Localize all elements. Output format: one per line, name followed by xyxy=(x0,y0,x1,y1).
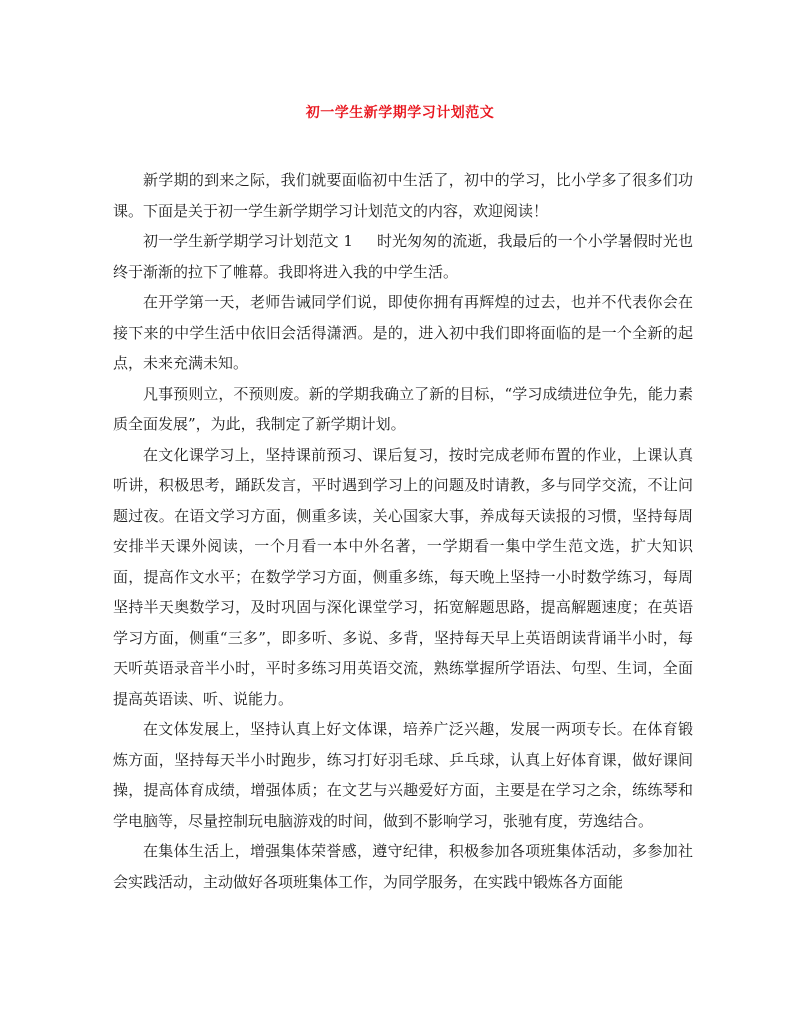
paragraph-sports-arts: 在文体发展上，坚持认真上好文体课，培养广泛兴趣，发展一两项专长。在体育锻炼方面，坚持每天半小时跑步，练习打好羽毛球、乒乓球，认真上好体育课，做好课间操，提高体育成绩，增强体质；在文艺与兴趣爱好方面，主要是在学习之余，练练琴和学电脑等，尽量控制玩电脑游戏的时间，做到不影响学习，张驰有度，劳逸结合。 xyxy=(113,720,693,830)
paragraph-intro: 新学期的到来之际，我们就要面临初中生活了，初中的学习，比小学多了很多们功课。下面是关于初一学生新学期学习计划范文的内容，欢迎阅读！ xyxy=(113,171,693,220)
paragraph-study: 在文化课学习上，坚持课前预习、课后复习，按时完成老师布置的作业，上课认真听讲，积极思考，踊跃发言，平时遇到学习上的问题及时请教，多与同学交流，不让问题过夜。在语文学习方面，侧重多读，关心国家大事，养成每天读报的习惯，坚持每周安排半天课外阅读，一个月看一本中外名著，一学期看一集中学生范文选，扩大知识面，提高作文水平；在数学学习方面，侧重多练，每天晚上坚持一小时数学练习，每周坚持半天奥数学习，及时巩固与深化课堂学习，拓宽解题思路，提高解题速度；在英语学习方面，侧重“三多”，即多听、多说、多背，坚持每天早上英语朗读背诵半小时，每天听英语录音半小时，平时多练习用英语交流，熟练掌握所学语法、句型、生词，全面提高英语读、听、说能力。 xyxy=(113,445,693,708)
sample-label: 初一学生新学期学习计划范文 1 xyxy=(143,232,353,250)
paragraph-goals: 凡事预则立，不预则废。新的学期我确立了新的目标，“学习成绩进位争先，能力素质全面发展”，为此，我制定了新学期计划。 xyxy=(113,384,693,433)
document-title: 初一学生新学期学习计划范文 xyxy=(305,105,495,121)
paragraph-sample-heading xyxy=(113,226,693,287)
paragraph-first-day: 在开学第一天，老师告诫同学们说，即使你拥有再辉煌的过去，也并不代表你会在接下来的中学生活中依旧会活得潇洒。是的，进入初中我们即将面临的是一个全新的起点，未来充满未知。 xyxy=(113,293,693,372)
paragraph-collective-life: 在集体生活上，增强集体荣誉感，遵守纪律，积极参加各项班集体活动，多参加社会实践活动，主动做好各项班集体工作，为同学服务，在实践中锻炼各方面能 xyxy=(113,842,693,891)
sample-opening-text: 时光匆匆的流逝，我最后的一个小学暑假时光也终于渐渐的拉下了帷幕。我即将进入我的中学生活。 xyxy=(113,232,693,281)
document-body xyxy=(113,165,693,897)
